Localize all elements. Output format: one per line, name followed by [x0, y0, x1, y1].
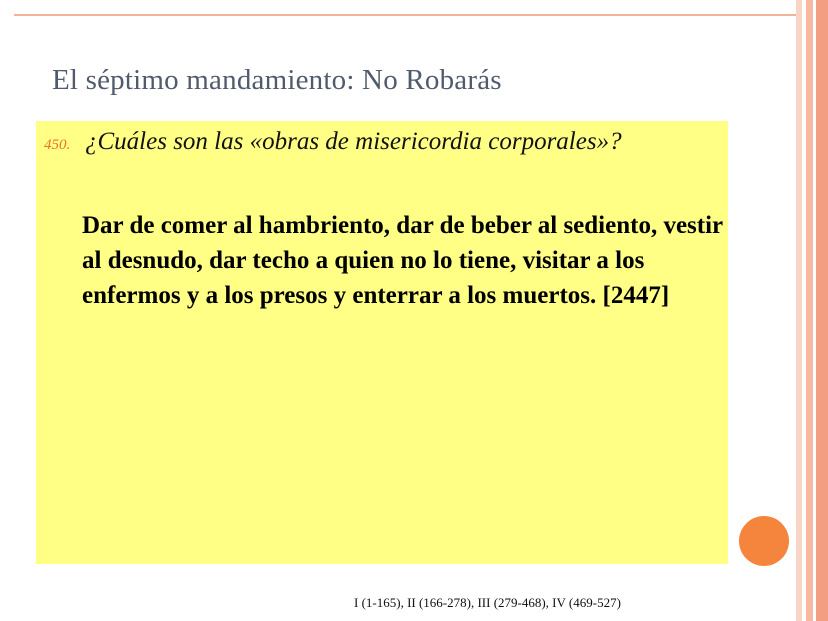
question-text: ¿Cuáles son las «obras de misericordia corporales»?: [85, 128, 622, 155]
content-box: [36, 121, 728, 564]
answer-text: Dar de comer al hambriento, dar de beber al sediento, vestir al desnudo, dar techo a quien no lo tiene, visitar a los enfermos y a los presos y enterrar a los muertos. [2447]: [82, 212, 723, 309]
orange-circle-decoration: [739, 516, 789, 566]
stripe-3: [806, 0, 813, 621]
footer-section-ranges: I (1-165), II (166-278), III (279-468), IV (469-527): [354, 595, 621, 610]
question-number: 450.: [44, 137, 71, 153]
stripe-5: [816, 0, 828, 621]
top-rule: [14, 14, 796, 16]
decorative-side-stripes: [796, 0, 828, 621]
slide-title: El séptimo mandamiento: No Robarás: [52, 64, 502, 96]
